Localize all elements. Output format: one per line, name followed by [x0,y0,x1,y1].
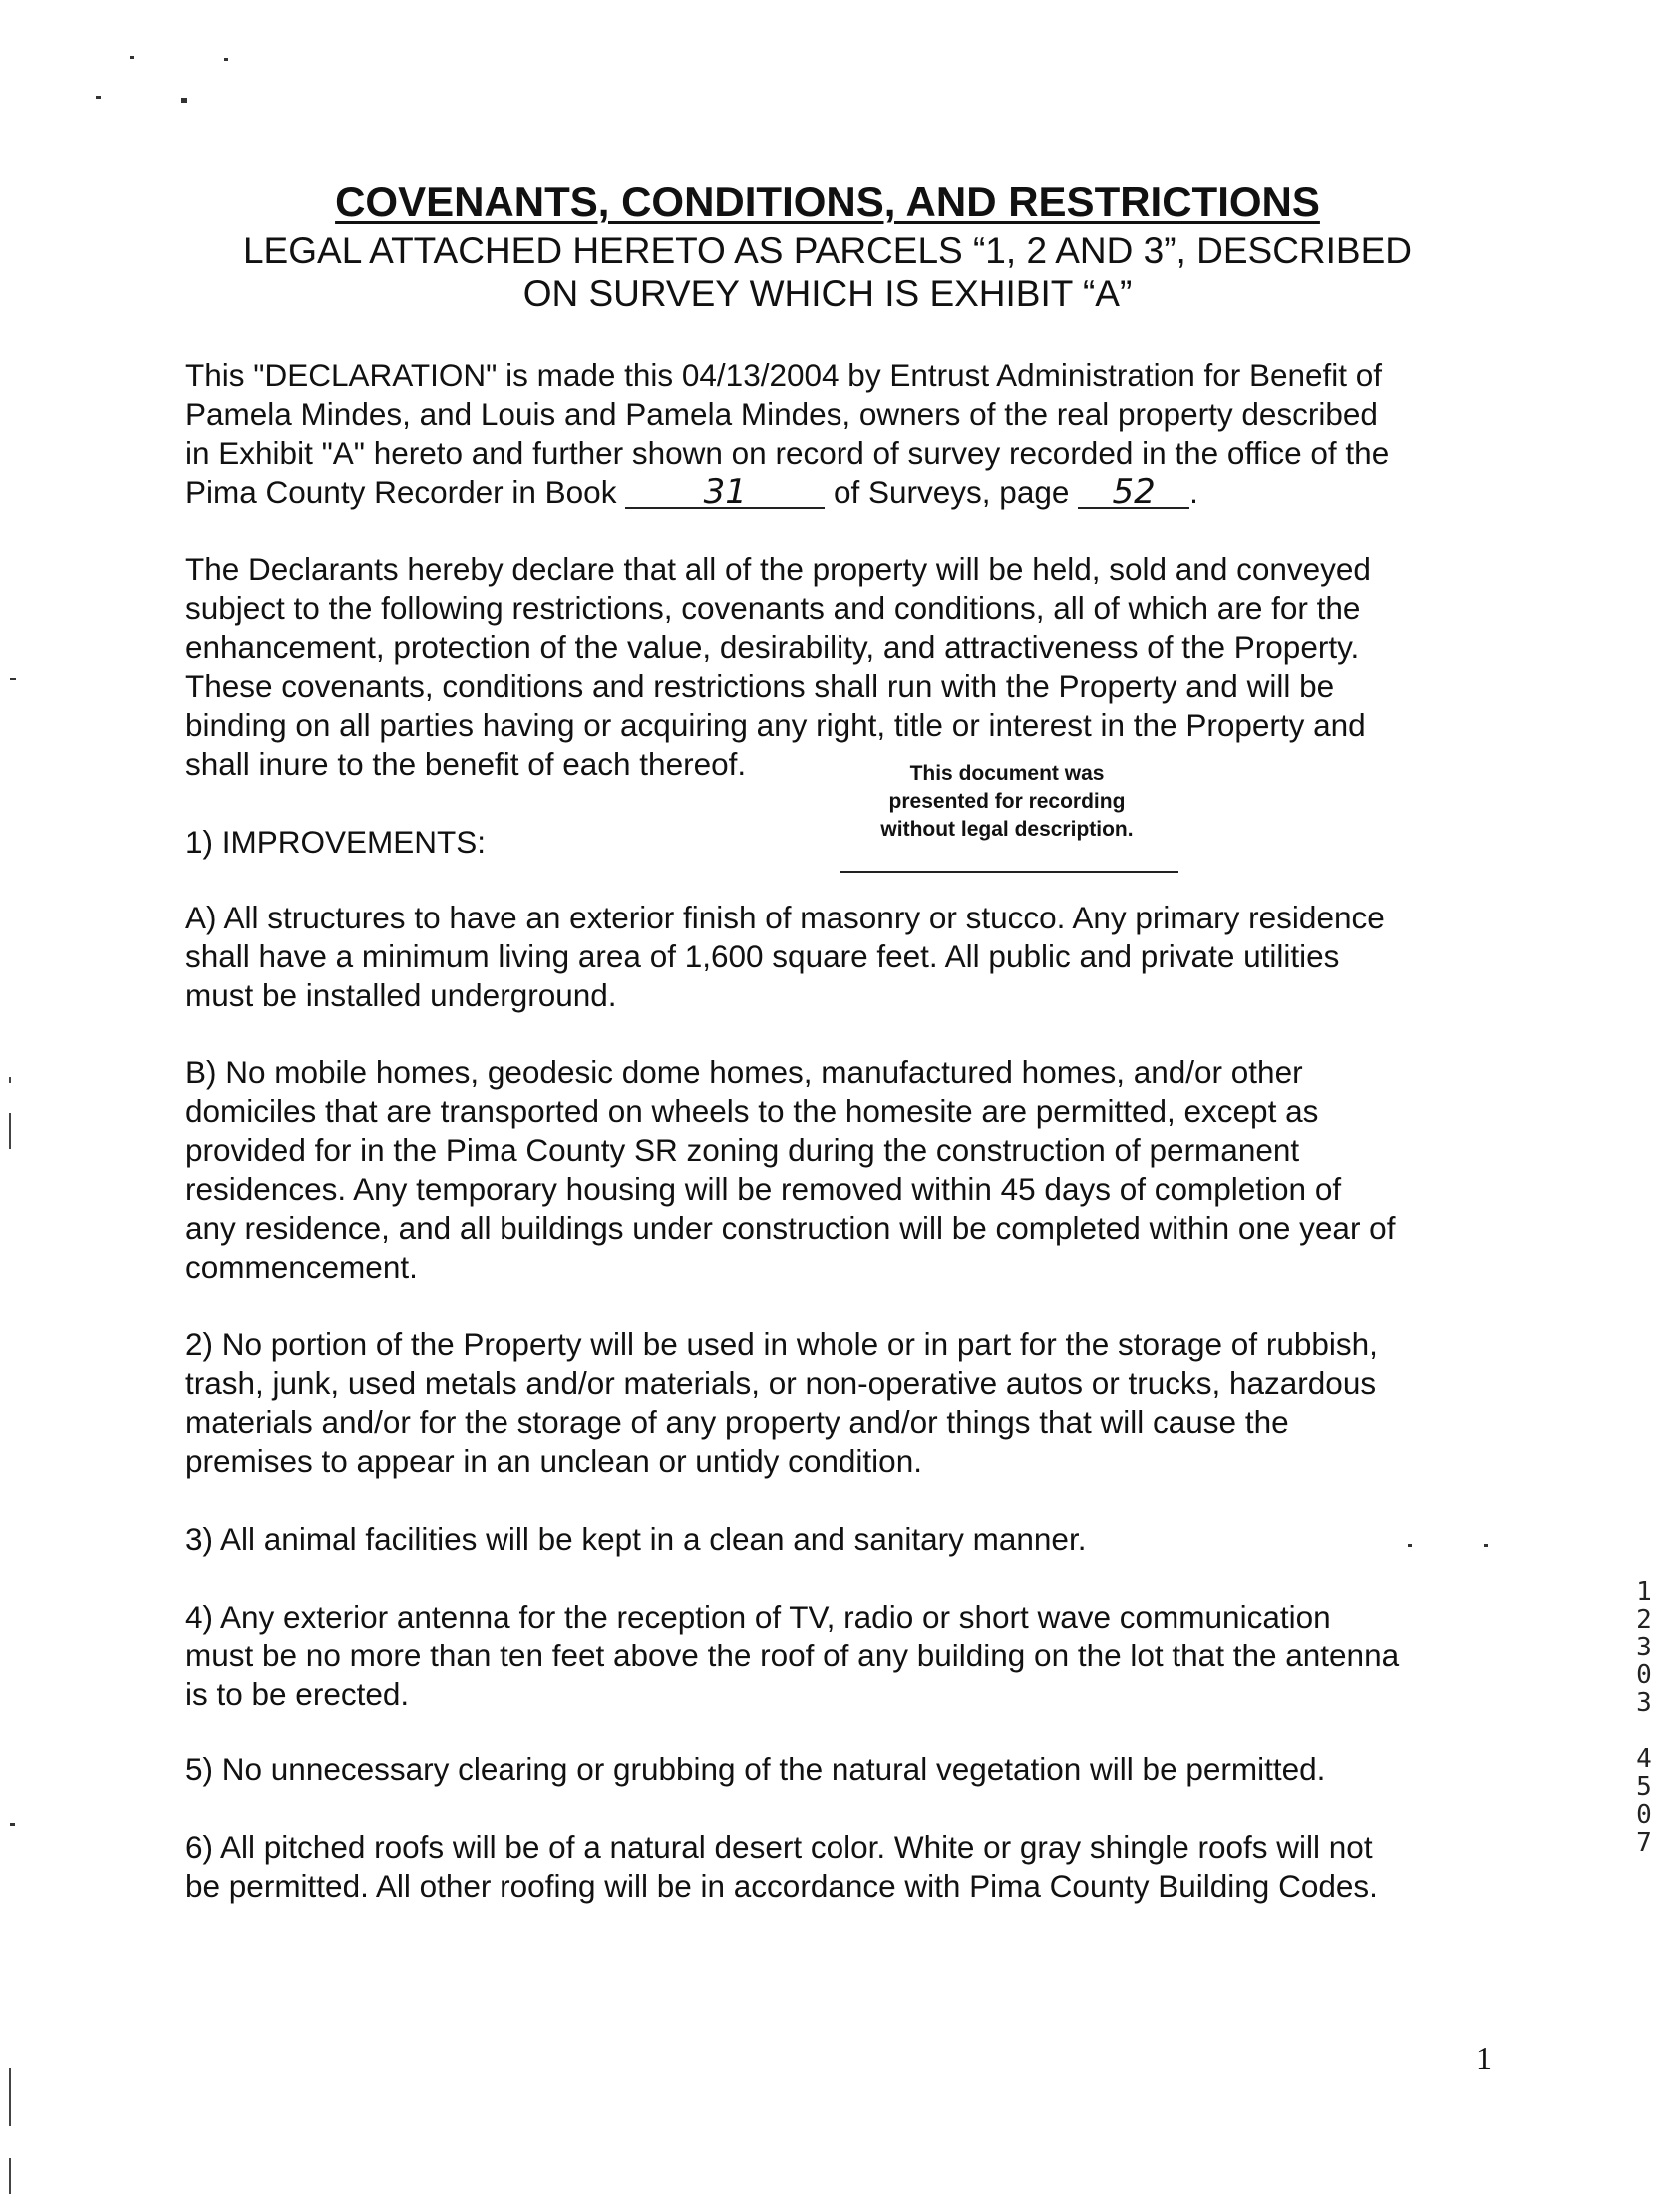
text-line: trash, junk, used metals and/or materials, or non-operative autos or trucks, hazardous [185,1365,1377,1401]
text-line [185,473,1492,512]
intro-paragraph [185,550,1492,784]
section-heading-improvements: 1) IMPROVEMENTS: [185,824,487,860]
scan-edge-line [9,1077,11,1083]
stamp-line: without legal description. [880,818,1134,841]
item-2-paragraph [185,1325,1492,1481]
line-period: . [1189,474,1198,510]
text-line: provided for in the Pima County SR zoning during the construction of permanent [185,1132,1300,1168]
text-line: commencement. [185,1249,418,1284]
page-number-field: 52 [1078,477,1189,509]
margin-digit: 7 [1636,1828,1652,1858]
margin-digit: 2 [1636,1605,1652,1635]
surveys-page-label: of Surveys, page [833,474,1070,510]
text-line: These covenants, conditions and restrictions shall run with the Property and will be [185,668,1335,704]
margin-digit: 3 [1636,1633,1652,1662]
margin-digit: 5 [1636,1772,1652,1802]
margin-digit: 1 [1636,1577,1652,1607]
document-subtitle [150,229,1506,315]
item-3-paragraph [185,1520,1492,1559]
item-b-paragraph [185,1053,1492,1286]
scan-edge-line [9,2068,11,2126]
text-line: enhancement, protection of the value, desirability, and attractiveness of the Property. [185,629,1360,665]
book-number-field: 31 [625,477,825,509]
text-line: A) All structures to have an exterior finish of masonry or stucco. Any primary residence [185,900,1385,935]
margin-digit: 0 [1636,1660,1652,1690]
scan-edge-line [9,2158,11,2194]
scan-speck [10,1823,15,1826]
text-line: premises to appear in an unclean or untidy condition. [185,1443,922,1479]
text-line: shall inure to the benefit of each thereof. [185,746,747,782]
text-line: must be installed underground. [185,977,617,1013]
stamp-line: presented for recording [888,790,1126,813]
text-line: materials and/or for the storage of any property and/or things that will cause the [185,1404,1289,1440]
text-line: B) No mobile homes, geodesic dome homes, manufactured homes, and/or other [185,1054,1303,1090]
item-6-paragraph [185,1828,1492,1906]
scan-speck [224,58,228,61]
text-line: shall have a minimum living area of 1,600 square feet. All public and private utilities [185,938,1340,974]
text-line: 4) Any exterior antenna for the reception of TV, radio or short wave communication [185,1599,1331,1635]
scan-speck [130,56,134,59]
document-title: COVENANTS, CONDITIONS, AND RESTRICTIONS [335,179,1320,225]
text-line: must be no more than ten feet above the roof of any building on the lot that the antenna [185,1638,1400,1673]
margin-digit: 4 [1636,1744,1652,1774]
page-number: 1 [1476,2040,1492,2076]
text-line: 2) No portion of the Property will be used in whole or in part for the storage of rubbish, [185,1326,1378,1362]
declaration-paragraph [185,356,1492,512]
text-line: 3) All animal facilities will be kept in a clean and sanitary manner. [185,1521,1087,1557]
scan-edge-line [9,1113,11,1149]
text-line: This "DECLARATION" is made this 04/13/2004 by Entrust Administration for Benefit of [185,357,1383,393]
text-line: be permitted. All other roofing will be in accordance with Pima County Building Codes. [185,1868,1378,1904]
item-4-paragraph [185,1598,1492,1714]
recording-number-vertical [1629,1578,1659,1857]
text-line: The Declarants hereby declare that all of the property will be held, sold and conveyed [185,551,1371,587]
subtitle-line: ON SURVEY WHICH IS EXHIBIT “A” [522,273,1133,314]
text-line: binding on all parties having or acquiring any right, title or interest in the Property and [185,707,1366,743]
book-label: Pima County Recorder in Book [185,474,617,510]
item-5-paragraph [185,1750,1492,1789]
text-line: 5) No unnecessary clearing or grubbing of the natural vegetation will be permitted. [185,1751,1326,1787]
scan-speck [96,96,101,99]
margin-digit: 3 [1636,1688,1652,1718]
text-line: 6) All pitched roofs will be of a natural desert color. White or gray shingle roofs will not [185,1829,1373,1865]
item-a-paragraph [185,899,1492,1015]
text-line: is to be erected. [185,1676,410,1712]
margin-gap [1629,1717,1659,1745]
text-line: domiciles that are transported on wheels to the homesite are permitted, except as [185,1093,1319,1129]
subtitle-line: LEGAL ATTACHED HERETO AS PARCELS “1, 2 AND 3”, DESCRIBED [242,230,1412,271]
text-line: in Exhibit "A" hereto and further shown on record of survey recorded in the office of the [185,435,1390,471]
stamp-line: This document was [909,762,1105,785]
text-line: any residence, and all buildings under construction will be completed within one year of [185,1210,1396,1246]
text-line: residences. Any temporary housing will be removed within 45 days of completion of [185,1171,1342,1207]
scan-speck [10,678,16,680]
text-line: Pamela Mindes, and Louis and Pamela Mindes, owners of the real property described [185,396,1378,432]
text-line: subject to the following restrictions, covenants and conditions, all of which are for the [185,590,1361,626]
scan-speck [181,98,187,103]
stamp-underline [840,871,1178,873]
margin-digit: 0 [1636,1800,1652,1830]
